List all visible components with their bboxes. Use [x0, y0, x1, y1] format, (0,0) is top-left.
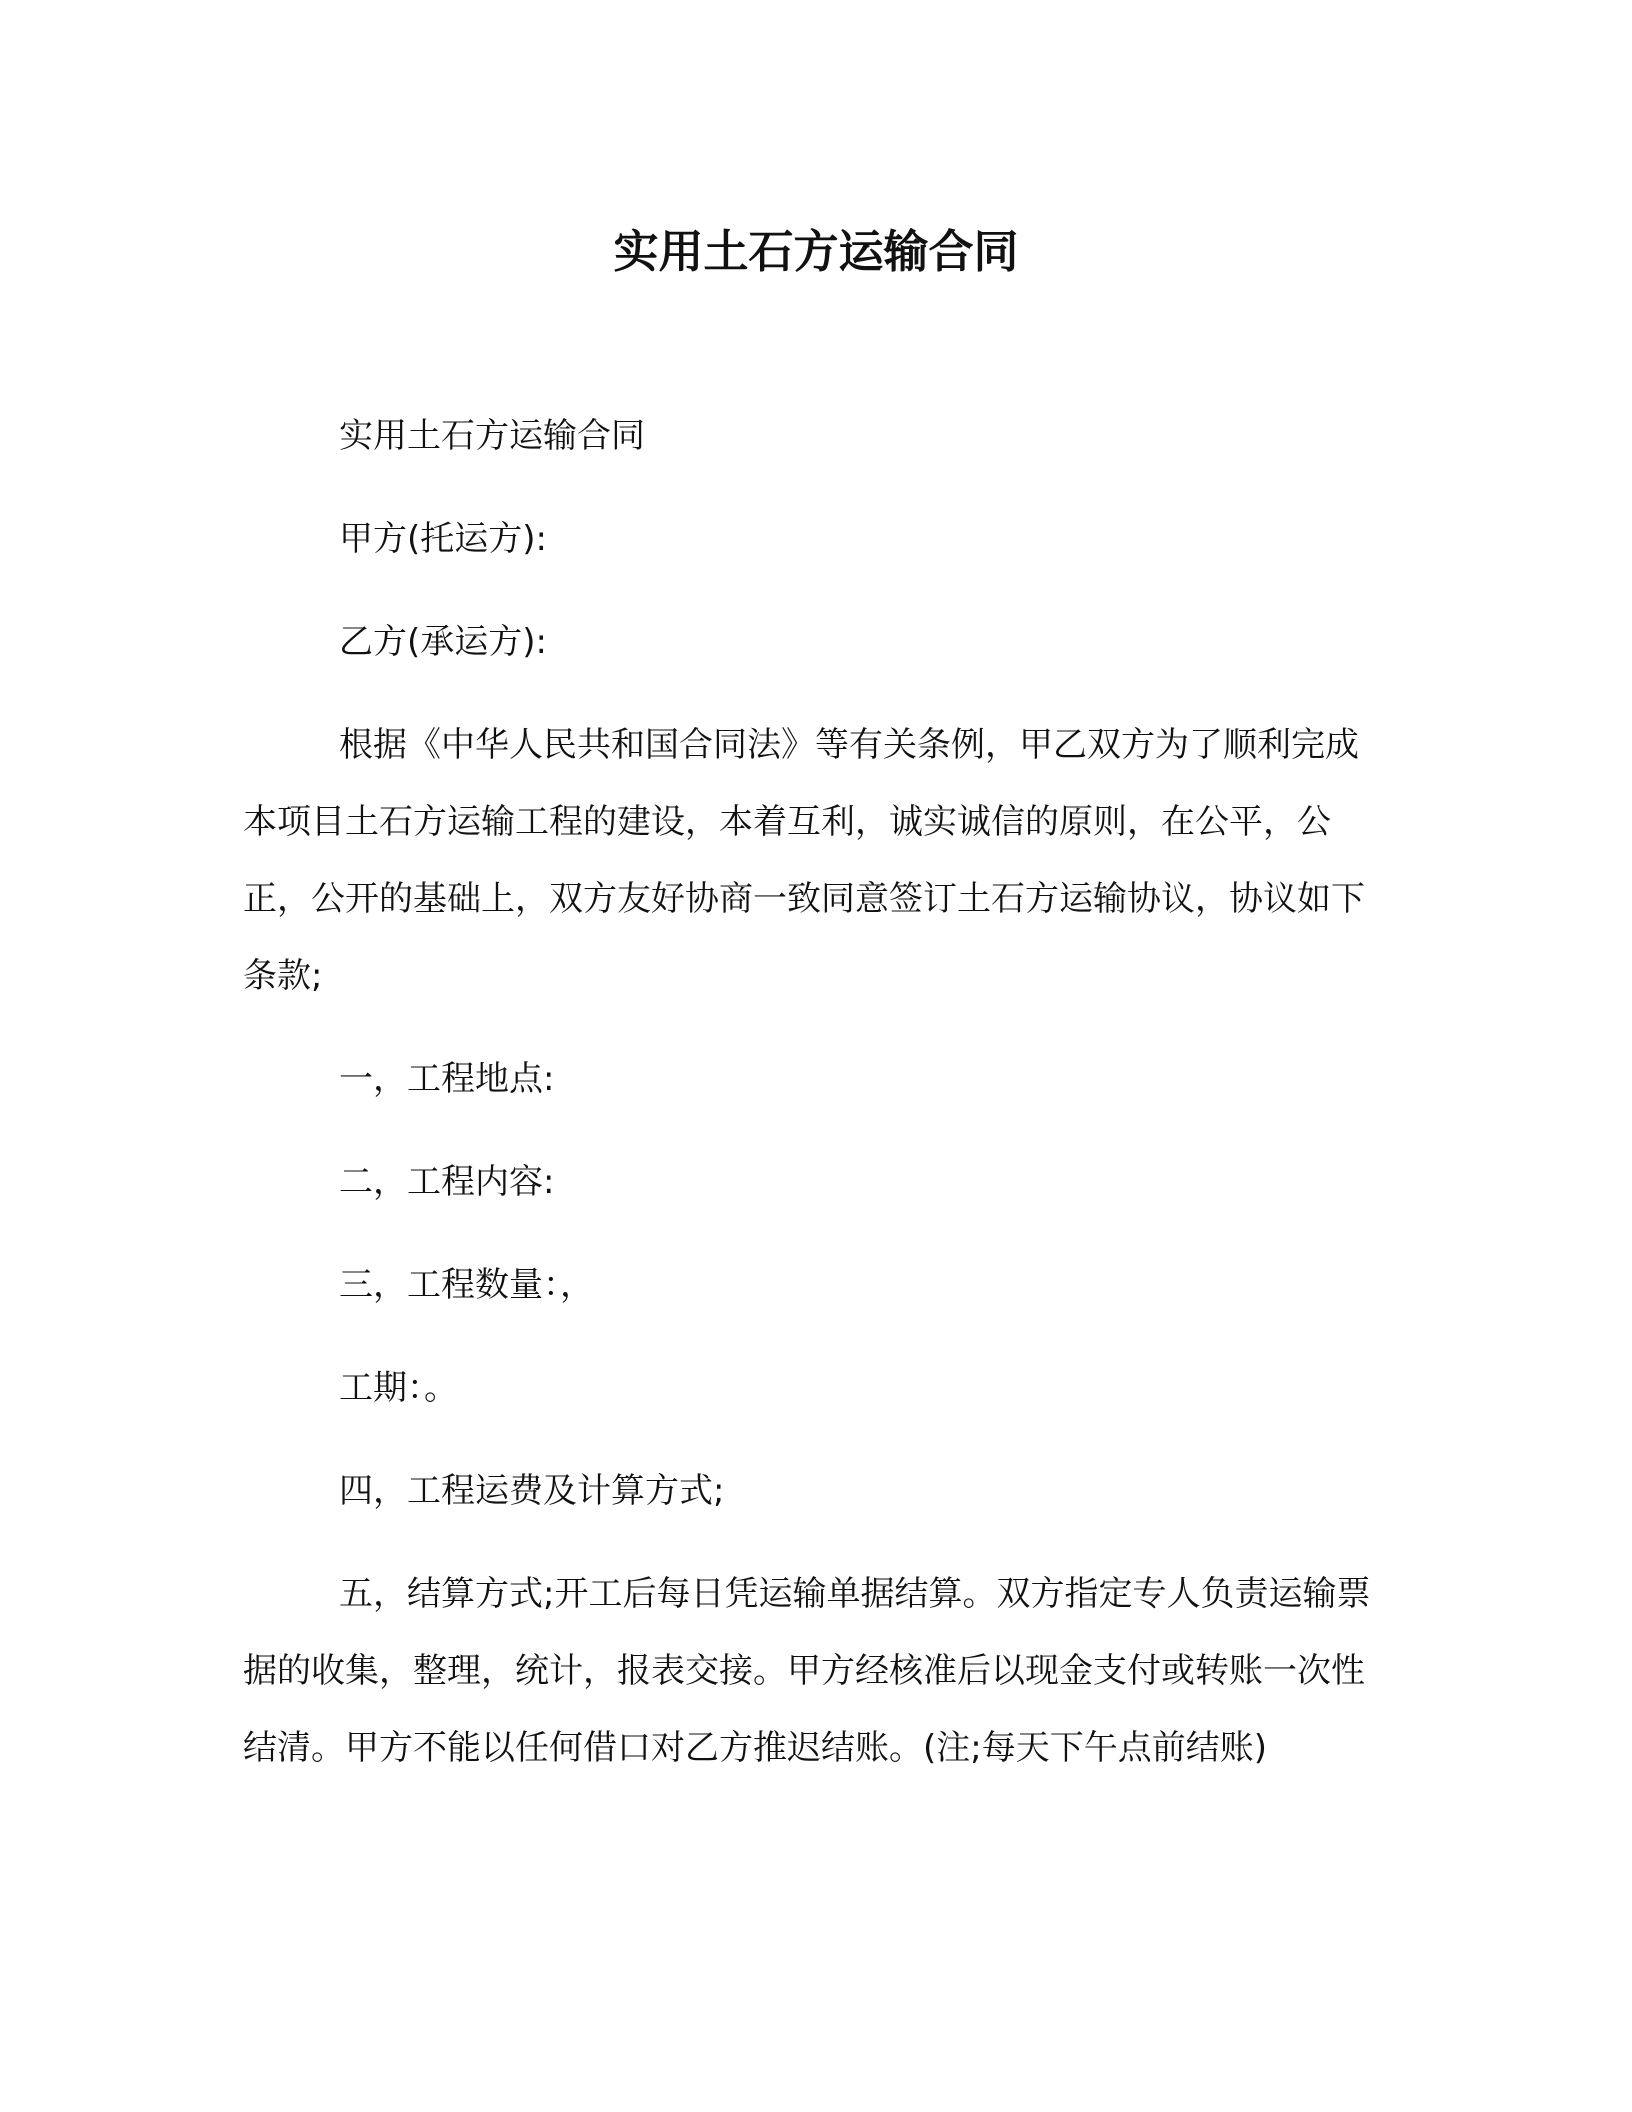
duration-line: 工期：。: [339, 1368, 458, 1408]
clause-1-location: 一，工程地点:: [339, 1059, 555, 1099]
party-b-line: 乙方(承运方):: [339, 622, 547, 662]
subtitle-paragraph: 实用土石方运输合同: [339, 416, 645, 456]
clause-3-quantity: 三，工程数量：，: [339, 1265, 594, 1305]
clause-2-content: 二，工程内容:: [339, 1162, 555, 1202]
preamble-paragraph: 根据《中华人民共和国合同法》等有关条例，甲乙双方为了顺利完成本项目土石方运输工程的建设，本着互利，诚实诚信的原则，在公平，公正，公开的基础上，双方友好协商一致同意签订土石方运输协议，协议如下条款;: [243, 725, 1365, 996]
document-title: 实用土石方运输合同: [613, 225, 1019, 278]
clause-5-settlement: 五，结算方式;开工后每日凭运输单据结算。双方指定专人负责运输票据的收集，整理，统计，报表交接。甲方经核准后以现金支付或转账一次性结清。甲方不能以任何借口对乙方推迟结账。(注;每天下午点前结账): [243, 1574, 1371, 1768]
party-a-line: 甲方(托运方):: [339, 519, 547, 559]
document-body: [243, 398, 1389, 1787]
clause-4-freight: 四，工程运费及计算方式;: [339, 1471, 725, 1511]
